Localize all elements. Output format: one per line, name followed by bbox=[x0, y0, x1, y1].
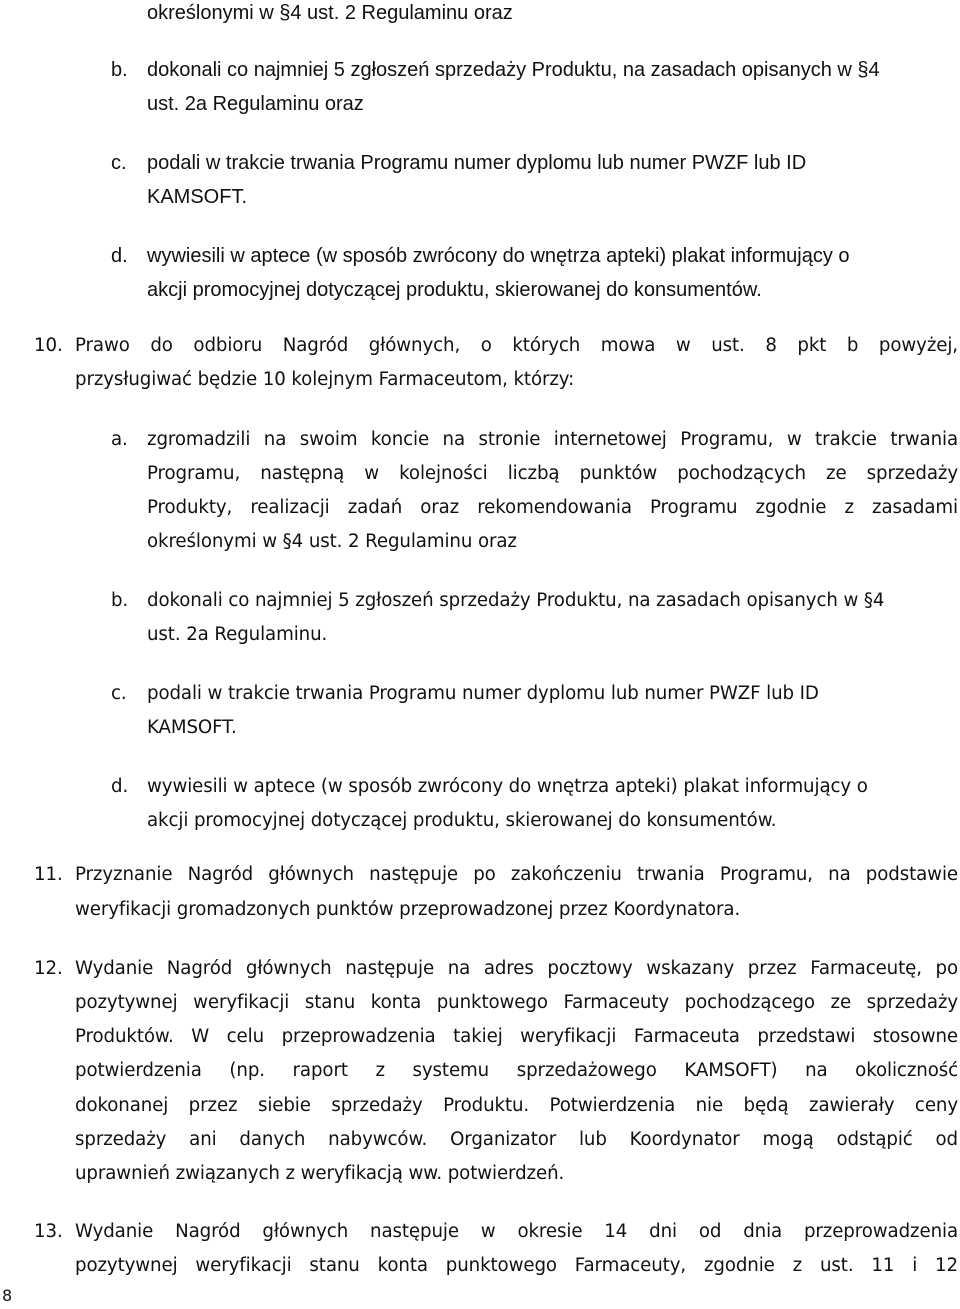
s11-number: 11. bbox=[34, 864, 63, 885]
s10-a-label: a. bbox=[111, 429, 128, 450]
s13-number: 13. bbox=[34, 1221, 63, 1242]
s13-line-1: Wydanie Nagród głównych następuje w okresie 14 dni od dnia przeprowadzenia bbox=[75, 1221, 958, 1242]
s9-b-line-2: ust. 2a Regulaminu oraz bbox=[147, 93, 364, 115]
s10-d-line-1: wywiesili w aptece (w sposób zwrócony do wnętrza apteki) plakat informujący o bbox=[147, 776, 868, 797]
s10-b-line-1: dokonali co najmniej 5 zgłoszeń sprzedaży Produktu, na zasadach opisanych w §4 bbox=[147, 590, 885, 611]
s10-b-label: b. bbox=[111, 590, 129, 611]
s12-line-5: dokonanej przez siebie sprzedaży Produktu. Potwierdzenia nie będą zawierały ceny bbox=[75, 1095, 958, 1116]
s13-line-2: pozytywnej weryfikacji stanu konta punktowego Farmaceuty, zgodnie z ust. 11 i 12 bbox=[75, 1255, 958, 1276]
s12-line-7: uprawnień związanych z weryfikacją ww. potwierdzeń. bbox=[75, 1163, 565, 1184]
s11-line-1: Przyznanie Nagród głównych następuje po zakończeniu trwania Programu, na podstawie bbox=[75, 864, 958, 885]
s10-a-line-1: zgromadzili na swoim koncie na stronie internetowej Programu, w trakcie trwania bbox=[147, 429, 958, 450]
s9-b-label: b. bbox=[111, 59, 128, 81]
s10-number: 10. bbox=[34, 335, 63, 356]
s10-line-2: przysługiwać będzie 10 kolejnym Farmaceutom, którzy: bbox=[75, 369, 575, 390]
s12-number: 12. bbox=[34, 958, 63, 979]
s12-line-4: potwierdzenia (np. raport z systemu sprzedażowego KAMSOFT) na okoliczność bbox=[75, 1060, 958, 1081]
s12-line-6: sprzedaży ani danych nabywców. Organizator lub Koordynator mogą odstąpić od bbox=[75, 1129, 958, 1150]
s10-d-line-2: akcji promocyjnej dotyczącej produktu, skierowanej do konsumentów. bbox=[147, 810, 777, 831]
s10-d-label: d. bbox=[111, 776, 129, 797]
s12-line-3: Produktów. W celu przeprowadzenia takiej weryfikacji Farmaceuta przedstawi stosowne bbox=[75, 1026, 958, 1047]
s10-c-line-2: KAMSOFT. bbox=[147, 717, 237, 738]
s10-line-1: Prawo do odbioru Nagród głównych, o których mowa w ust. 8 pkt b powyżej, bbox=[75, 335, 958, 356]
s10-c-line-1: podali w trakcie trwania Programu numer dyplomu lub numer PWZF lub ID bbox=[147, 683, 819, 704]
s9-d-line-1: wywiesili w aptece (w sposób zwrócony do wnętrza apteki) plakat informujący o bbox=[147, 245, 850, 267]
s9-d-label: d. bbox=[111, 245, 128, 267]
page-number: 8 bbox=[2, 1286, 13, 1305]
s10-b-line-2: ust. 2a Regulaminu. bbox=[147, 624, 328, 645]
s12-line-1: Wydanie Nagród głównych następuje na adres pocztowy wskazany przez Farmaceutę, po bbox=[75, 958, 958, 979]
s11-line-2: weryfikacji gromadzonych punktów przeprowadzonej przez Koordynatora. bbox=[75, 899, 741, 920]
s9-c-label: c. bbox=[111, 152, 127, 174]
s9-c-line-2: KAMSOFT. bbox=[147, 186, 248, 208]
s10-a-line-2: Programu, następną w kolejności liczbą punktów pochodzących ze sprzedaży bbox=[147, 463, 958, 484]
s12-line-2: pozytywnej weryfikacji stanu konta punktowego Farmaceuty pochodzącego ze sprzedaży bbox=[75, 992, 958, 1013]
s9-d-line-2: akcji promocyjnej dotyczącej produktu, skierowanej do konsumentów. bbox=[147, 279, 762, 301]
s10-c-label: c. bbox=[111, 683, 127, 704]
s9-c-line-1: podali w trakcie trwania Programu numer dyplomu lub numer PWZF lub ID bbox=[147, 152, 807, 174]
s10-a-line-4: określonymi w §4 ust. 2 Regulaminu oraz bbox=[147, 531, 517, 552]
s9-a-continuation: określonymi w §4 ust. 2 Regulaminu oraz bbox=[147, 2, 513, 24]
s10-a-line-3: Produkty, realizacji zadań oraz rekomendowania Programu zgodnie z zasadami bbox=[147, 497, 958, 518]
s9-b-line-1: dokonali co najmniej 5 zgłoszeń sprzedaży Produktu, na zasadach opisanych w §4 bbox=[147, 59, 880, 81]
